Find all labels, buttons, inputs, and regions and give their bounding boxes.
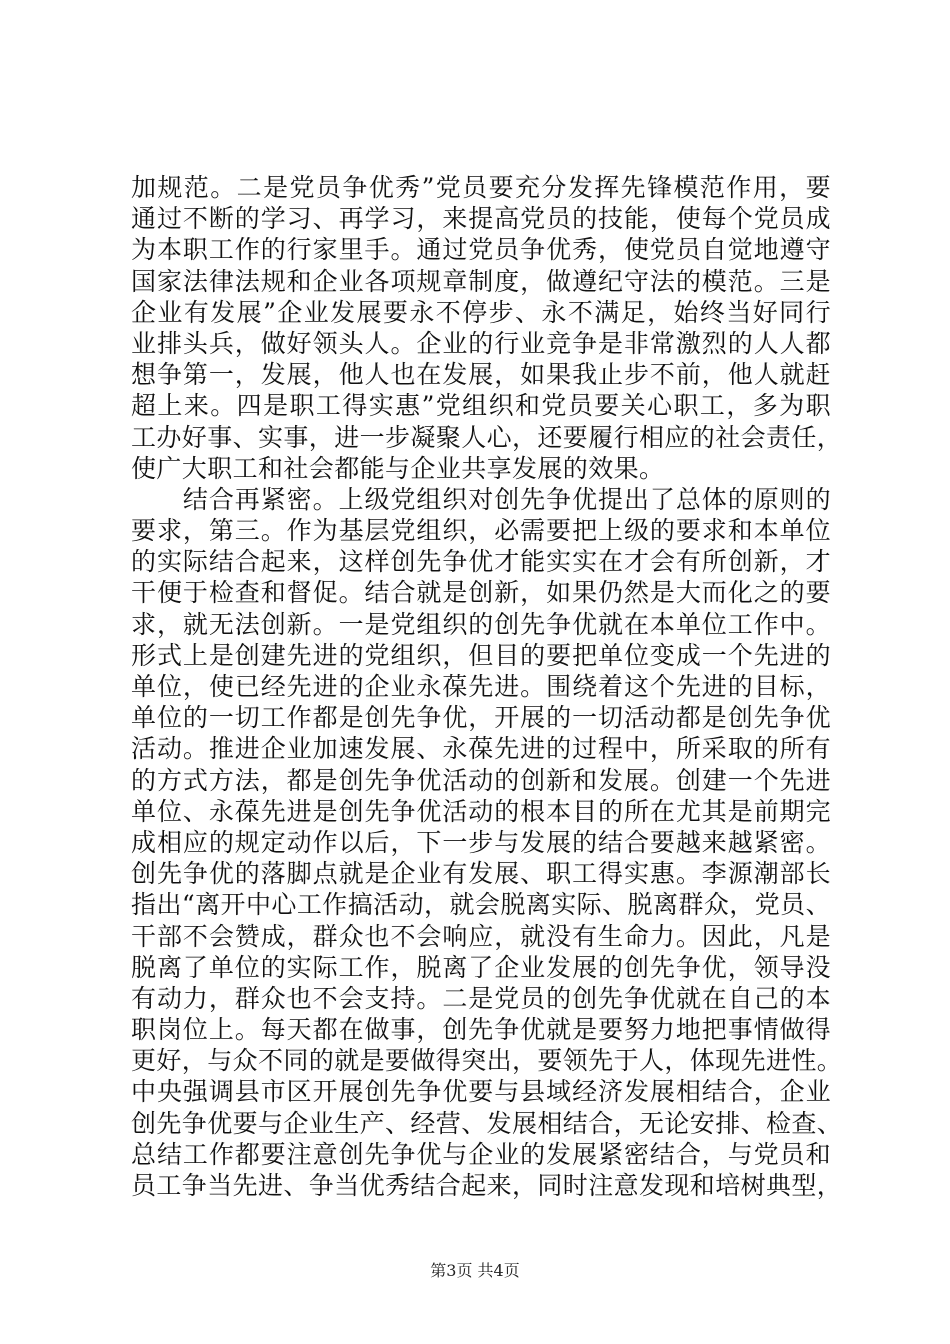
body-text bbox=[131, 172, 843, 1201]
text-line: 单位的一切工作都是创先争优，开展的一切活动都是创先争优 bbox=[131, 703, 831, 733]
text-line: 单位，使已经先进的企业永葆先进。围绕着这个先进的目标， bbox=[131, 672, 831, 701]
text-line: 干部不会赞成，群众也不会响应，就没有生命力。因此，凡是 bbox=[131, 921, 831, 951]
text-line: 要求，第三。作为基层党组织，必需要把上级的要求和本单位 bbox=[131, 516, 831, 546]
page-number-footer: 第3页 共4页 bbox=[430, 1261, 520, 1280]
text-line: 业排头兵，做好领头人。企业的行业竞争是非常激烈的人人都 bbox=[131, 328, 831, 358]
text-line: 中央强调县市区开展创先争优要与县域经济发展相结合，企业 bbox=[131, 1077, 831, 1107]
text-line: 单位、永葆先进是创先争优活动的根本目的所在尤其是前期完 bbox=[131, 796, 831, 826]
text-line: 超上来。四是职工得实惠”党组织和党员要关心职工，多为职 bbox=[131, 391, 831, 421]
text-line: 脱离了单位的实际工作，脱离了企业发展的创先争优，领导没 bbox=[131, 952, 831, 982]
text-line: 活动。推进企业加速发展、永葆先进的过程中，所采取的所有 bbox=[131, 734, 831, 764]
text-line: 加规范。二是党员争优秀”党员要充分发挥先锋模范作用，要 bbox=[131, 173, 831, 202]
text-line: 更好，与众不同的就是要做得突出，要领先于人，体现先进性。 bbox=[131, 1046, 843, 1076]
text-line: 职岗位上。每天都在做事，创先争优就是要努力地把事情做得 bbox=[131, 1015, 831, 1045]
text-line: 有动力，群众也不会支持。二是党员的创先争优就在自己的本 bbox=[131, 983, 831, 1013]
text-line: 创先争优的落脚点就是企业有发展、职工得实惠。李源潮部长 bbox=[131, 859, 831, 889]
text-line: 的实际结合起来，这样创先争优才能实实在才会有所创新，才 bbox=[131, 547, 831, 577]
text-line: 总结工作都要注意创先争优与企业的发展紧密结合，与党员和 bbox=[131, 1139, 831, 1169]
text-line: 干便于检查和督促。结合就是创新，如果仍然是大而化之的要 bbox=[131, 578, 831, 608]
text-line: 的方式方法，都是创先争优活动的创新和发展。创建一个先进 bbox=[131, 765, 831, 795]
text-line: 创先争优要与企业生产、经营、发展相结合，无论安排、检查、 bbox=[131, 1108, 843, 1138]
text-line: 指出“离开中心工作搞活动，就会脱离实际、脱离群众，党员、 bbox=[131, 890, 831, 920]
text-line: 形式上是创建先进的党组织，但目的要把单位变成一个先进的 bbox=[131, 640, 831, 670]
text-line: 为本职工作的行家里手。通过党员争优秀，使党员自觉地遵守 bbox=[131, 235, 831, 265]
text-line: 成相应的规定动作以后，下一步与发展的结合要越来越紧密。 bbox=[131, 827, 831, 857]
text-line: 使广大职工和社会都能与企业共享发展的效果。 bbox=[131, 453, 665, 483]
text-line: 通过不断的学习、再学习，来提高党员的技能，使每个党员成 bbox=[131, 204, 831, 234]
text-line: 工办好事、实事，进一步凝聚人心，还要履行相应的社会责任， bbox=[131, 422, 843, 452]
text-line: 想争第一，发展，他人也在发展，如果我止步不前，他人就赶 bbox=[131, 360, 831, 390]
text-line: 结合再紧密。上级党组织对创先争优提出了总体的原则的 bbox=[131, 484, 831, 514]
text-line: 国家法律法规和企业各项规章制度，做遵纪守法的模范。三是 bbox=[131, 266, 831, 296]
text-line: 企业有发展”企业发展要永不停步、永不满足，始终当好同行 bbox=[131, 297, 831, 327]
text-line: 员工争当先进、争当优秀结合起来，同时注意发现和培树典型， bbox=[131, 1171, 843, 1200]
text-line: 求，就无法创新。一是党组织的创先争优就在本单位工作中。 bbox=[131, 609, 831, 639]
